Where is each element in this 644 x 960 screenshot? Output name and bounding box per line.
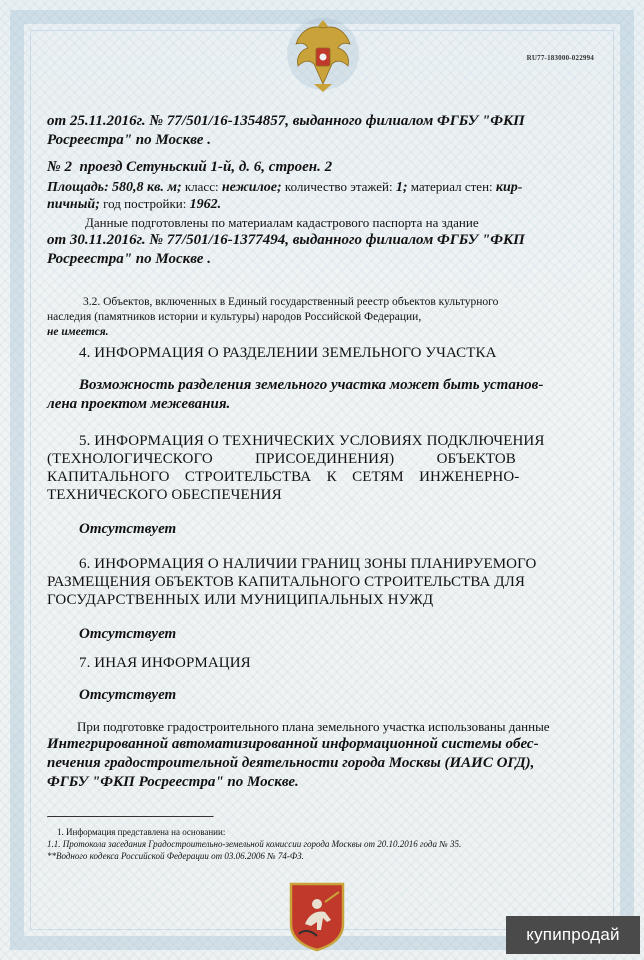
cadastral-ref-2-line1: от 30.11.2016г. № 77/501/16-1377494, выданного филиалом ФГБУ "ФКП (47, 232, 525, 248)
section-5-line3: КАПИТАЛЬНОГО СТРОИТЕЛЬСТВА К СЕТЯМ ИНЖЕНЕРНО- (47, 469, 520, 485)
area-label: Площадь: (47, 180, 109, 195)
area-value: 580,8 кв. м; (112, 180, 182, 195)
final-lead: При подготовке градостроительного плана земельного участка использованы данные (77, 719, 550, 734)
section-7-title: 7. ИНАЯ ИНФОРМАЦИЯ (79, 655, 251, 671)
footnote-separator (47, 816, 214, 818)
section-5-line1: 5. ИНФОРМАЦИЯ О ТЕХНИЧЕСКИХ УСЛОВИЯХ ПОДКЛЮЧЕНИЯ (79, 433, 545, 449)
class-label: класс: (184, 179, 219, 194)
section-6-line3: ГОСУДАРСТВЕННЫХ ИЛИ МУНИЦИПАЛЬНЫХ НУЖД (47, 592, 434, 608)
coat-of-arms-moscow-icon (287, 880, 347, 952)
watermark-text: купипродай (526, 925, 620, 944)
final-paragraph (47, 719, 604, 792)
cadastral-ref-1 (47, 112, 604, 150)
year-label: год постройки: (103, 196, 187, 211)
cadastral-ref-2 (47, 231, 604, 269)
footnote-1-1: 1.1. Протокола заседания Градостроительно-земельной комиссии города Москвы от 20.10.2016 года № 35. (47, 839, 462, 849)
floors-label: количество этажей: (284, 179, 393, 194)
section-6-line1: 6. ИНФОРМАЦИЯ О НАЛИЧИИ ГРАНИЦ ЗОНЫ ПЛАНИРУЕМОГО (79, 556, 537, 572)
section-4-title: 4. ИНФОРМАЦИЯ О РАЗДЕЛЕНИИ ЗЕМЕЛЬНОГО УЧАСТКА (79, 345, 497, 361)
final-line2: печения градостроительной деятельности города Москвы (ИАИС ОГД), (47, 755, 535, 771)
section-3-2-line2: наследия (памятников истории и культуры) народов Российской Федерации, (47, 311, 422, 323)
section-5-line4: ТЕХНИЧЕСКОГО ОБЕСПЕЧЕНИЯ (47, 487, 282, 503)
material-value-part1: кир- (495, 180, 523, 195)
final-line1: Интегрированной автоматизированной информационной системы обес- (47, 736, 539, 752)
floors-value: 1; (395, 180, 408, 195)
material-value-part2: пичный; (47, 197, 100, 212)
section-4-line1: Возможность разделения земельного участка может быть установ- (79, 377, 544, 393)
section-3-2-line3: не имеется. (47, 326, 109, 338)
section-6-line2: РАЗМЕЩЕНИЯ ОБЪЕКТОВ КАПИТАЛЬНОГО СТРОИТЕЛЬСТВА ДЛЯ (47, 574, 525, 590)
cadastral-ref-2-line2: Росреестра" по Москве . (47, 251, 211, 267)
section-5-line2: (ТЕХНОЛОГИЧЕСКОГО ПРИСОЕДИНЕНИЯ) ОБЪЕКТОВ (47, 451, 516, 467)
footnote-1: 1. Информация представлена на основании: (57, 827, 226, 837)
building-info (47, 158, 604, 231)
section-5-value: Отсутствует (79, 521, 177, 537)
section-6-title (47, 555, 604, 609)
year-value: 1962. (189, 197, 222, 212)
cadastral-ref-1-line2: Росреестра" по Москве . (47, 132, 211, 148)
class-value: нежилое; (221, 180, 282, 195)
section-4-line2: лена проектом межевания. (47, 396, 231, 412)
prepared-note: Данные подготовлены по материалам кадастрового паспорта на здание (85, 215, 479, 230)
building-number: № 2 (47, 159, 72, 175)
cadastral-ref-1-line1: от 25.11.2016г. № 77/501/16-1354857, выданного филиалом ФГБУ "ФКП (47, 113, 525, 129)
section-4-text (47, 376, 604, 414)
building-address: проезд Сетуньский 1-й, д. 6, строен. 2 (79, 159, 333, 175)
final-line3: ФГБУ "ФКП Росреестра" по Москве. (47, 774, 299, 790)
section-3-2 (47, 295, 604, 340)
section-5-title (47, 432, 604, 504)
section-3-2-line1: 3.2. Объектов, включенных в Единый государственный реестр объектов культурного (83, 296, 499, 308)
watermark-badge (506, 916, 640, 954)
footnote-water-code: **Водного кодекса Российской Федерации от 03.06.2006 № 74-ФЗ. (47, 851, 304, 861)
section-6-value: Отсутствует (79, 626, 177, 642)
document-body (47, 112, 604, 862)
material-label: материал стен: (410, 179, 493, 194)
document-serial: RU77-183000-022994 (526, 54, 594, 62)
coat-of-arms-russia-icon (286, 14, 360, 96)
footnotes (47, 826, 604, 862)
section-7-value: Отсутствует (79, 687, 177, 703)
